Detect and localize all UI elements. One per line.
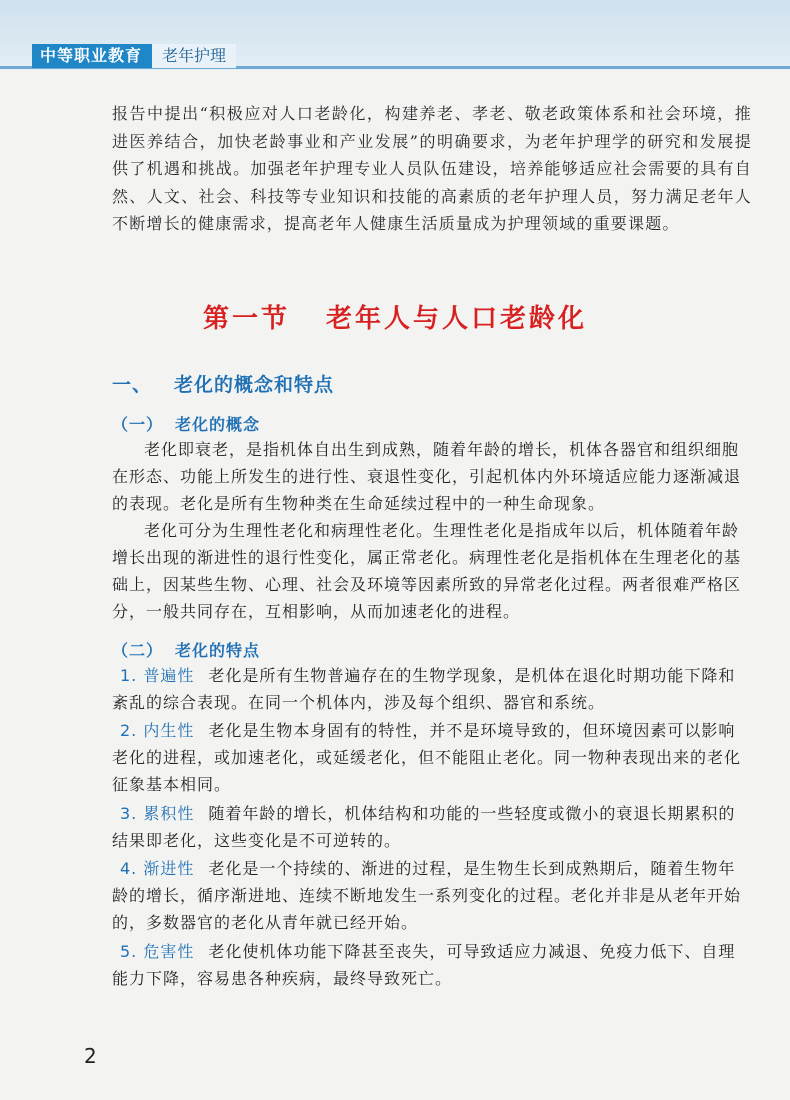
intro-paragraph: 报告中提出“积极应对人口老龄化，构建养老、孝老、敬老政策体系和社会环境，推进医养结合，加快老龄事业和产业发展”的明确要求，为老年护理学的研究和发展提供了机遇和挑战。加强老年护理专业人员队伍建设，培养能够适应社会需要的具有自然、人文、社会、科技等专业知识和技能的高素质的老年护理人员，努力满足老年人不断增长的健康需求，提高老年人健康生活质量成为护理领域的重要课题。 xyxy=(112,104,752,233)
subheading-number: （二） xyxy=(112,641,164,660)
feature-text: 老化是生物本身固有的特性，并不是环境导致的，但环境因素可以影响老化的进程，或加速老化，或延缓老化，但不能阻止老化。同一物种表现出来的老化征象基本相同。 xyxy=(112,721,742,794)
feature-label: 5. 危害性 xyxy=(120,942,195,961)
feature-text: 老化是一个持续的、渐进的过程，是生物生长到成熟期后，随着生物年龄的增长，循序渐进地、连续不断地发生一系列变化的过程。老化并非是从老年开始的，多数器官的老化从青年就已经开始。 xyxy=(112,859,742,932)
heading-text: 老化的概念和特点 xyxy=(174,374,335,396)
series-label: 中等职业教育 xyxy=(32,44,150,68)
feature-text: 老化是所有生物普遍存在的生物学现象，是机体在退化时期功能下降和紊乱的综合表现。在同一个机体内，涉及每个组织、器官和系统。 xyxy=(112,666,736,712)
feature-item xyxy=(112,938,752,992)
feature-text: 随着年龄的增长，机体结构和功能的一些轻度或微小的衰退长期累积的结果即老化，这些变化是不可逆转的。 xyxy=(112,804,736,850)
subheading-number: （一） xyxy=(112,415,164,434)
subheading-text: 老化的概念 xyxy=(175,415,261,434)
page-number: 2 xyxy=(84,1044,97,1068)
feature-label: 3. 累积性 xyxy=(120,804,195,823)
feature-item xyxy=(112,717,752,798)
section-title xyxy=(0,298,790,335)
header-badge xyxy=(32,44,236,68)
heading-level1 xyxy=(112,370,334,397)
feature-text: 老化使机体功能下降甚至丧失，可导致适应力减退、免疫力低下、自理能力下降，容易患各种疾病，最终导致死亡。 xyxy=(112,942,736,988)
concept-paragraph: 老化即衰老，是指机体自出生到成熟，随着年龄的增长，机体各器官和组织细胞在形态、功能上所发生的进行性、衰退性变化，引起机体内外环境适应能力逐渐减退的表现。老化是所有生物种类在生命延续过程中的一种生命现象。 xyxy=(112,440,742,513)
feature-label: 1. 普遍性 xyxy=(120,666,195,685)
feature-item xyxy=(112,800,752,854)
feature-label: 2. 内生性 xyxy=(120,721,195,740)
subheading-text: 老化的特点 xyxy=(175,641,261,660)
subheading-concept xyxy=(112,412,260,435)
section-number: 第一节 xyxy=(202,304,290,334)
heading-number: 一、 xyxy=(112,374,153,396)
book-title: 老年护理 xyxy=(150,44,236,68)
subheading-features xyxy=(112,638,260,661)
section-name: 老年人与人口老龄化 xyxy=(326,304,588,334)
feature-label: 4. 渐进性 xyxy=(120,859,195,878)
concept-paragraph: 老化可分为生理性老化和病理性老化。生理性老化是指成年以后，机体随着年龄增长出现的渐进性的退行性变化，属正常老化。病理性老化是指机体在生理老化的基础上，因某些生物、心理、社会及环境等因素所致的异常老化过程。两者很难严格区分，一般共同存在，互相影响，从而加速老化的进程。 xyxy=(112,521,742,621)
feature-item xyxy=(112,855,752,936)
feature-item xyxy=(112,662,752,716)
